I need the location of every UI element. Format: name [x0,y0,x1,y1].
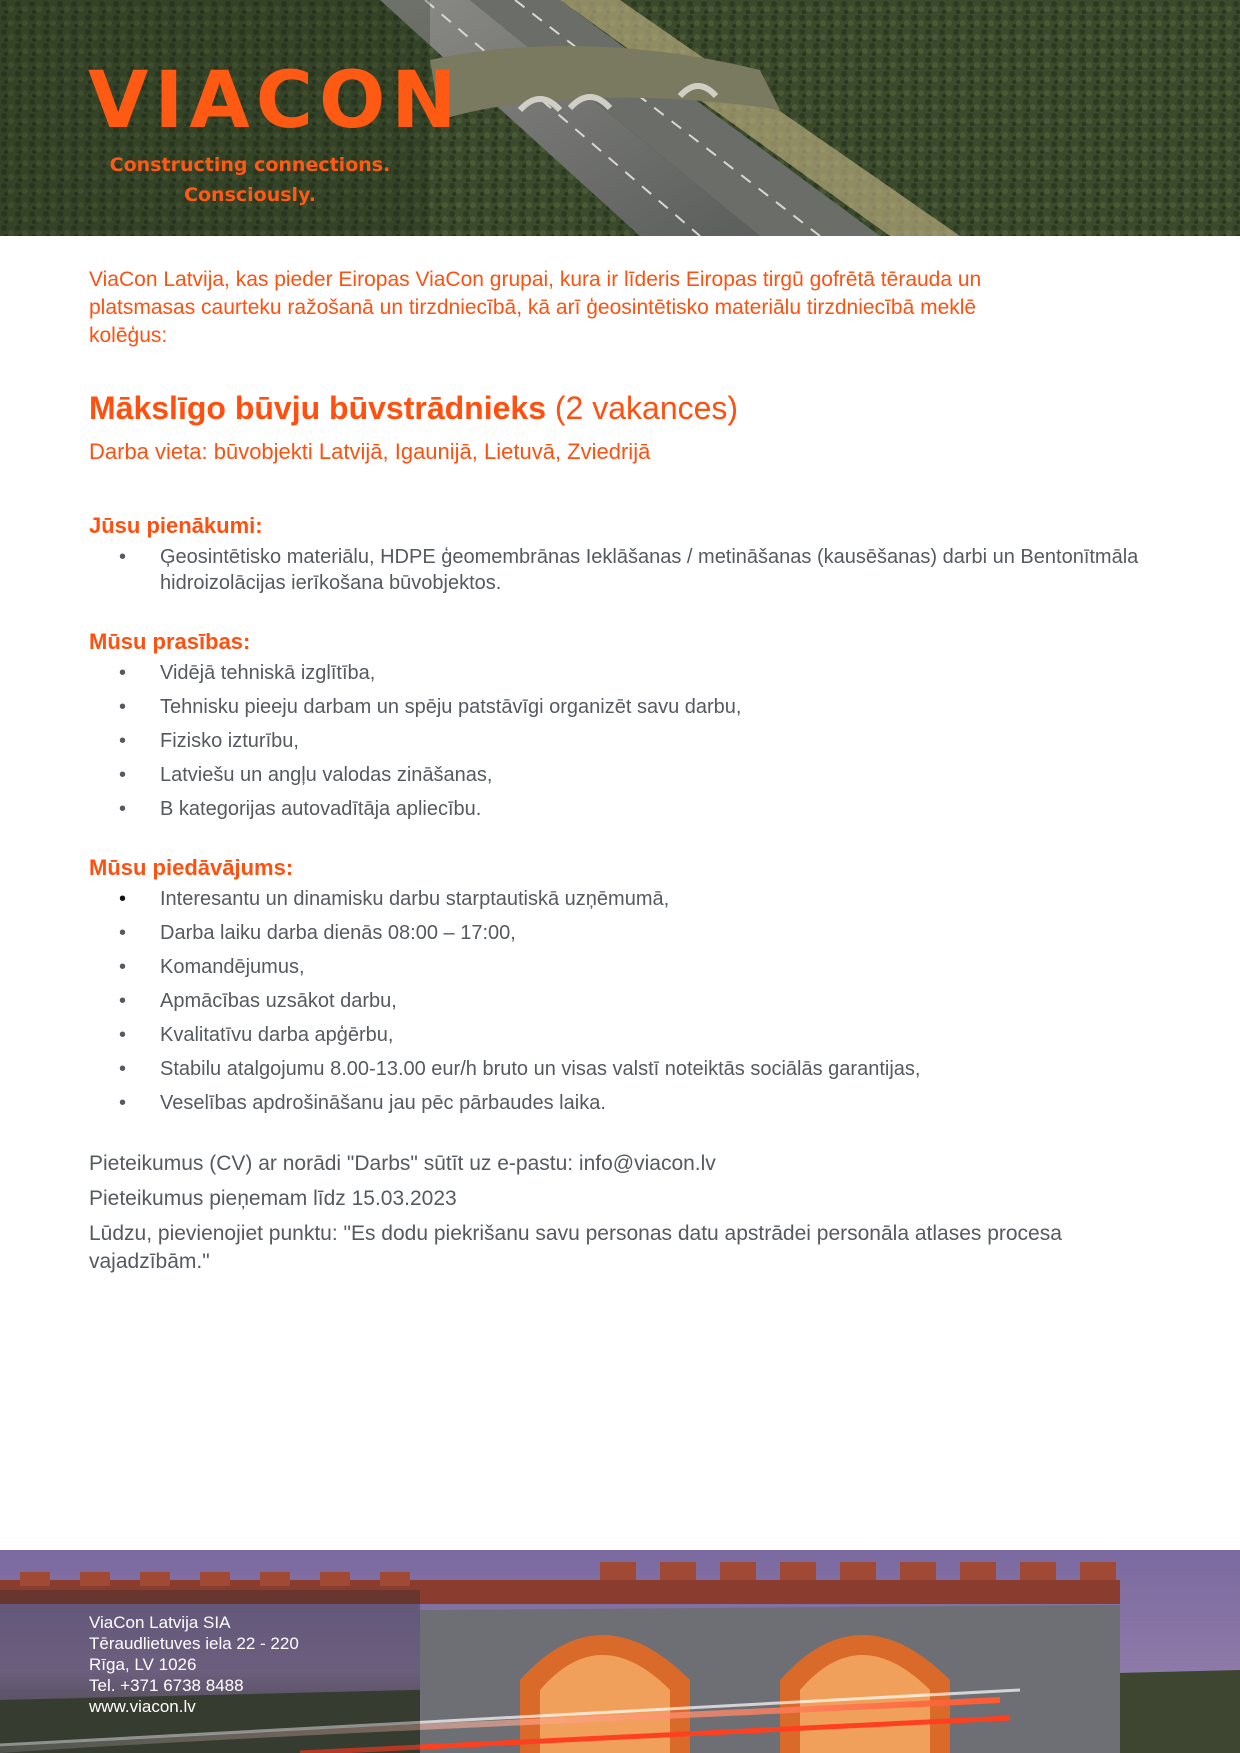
job-title-main: Mākslīgo būvju būvstrādnieks [89,390,546,426]
duties-heading: Jūsu pienākumi: [89,513,263,538]
bullet-icon: • [119,696,127,718]
job-posting [89,266,1169,1283]
list-item [89,1090,1169,1116]
requirements-list [89,660,1169,822]
list-item [89,1022,1169,1048]
list-item [89,988,1169,1014]
footer-banner [0,1550,1240,1753]
duties-heading-text: Jūsu pienākumi [89,513,256,538]
job-location: Darba vieta: būvobjekti Latvijā, Igaunijā, Lietuvā, Zviedrijā [89,439,651,464]
list-item-text: Kvalitatīvu darba apģērbu, [160,1024,394,1046]
bullet-icon: • [119,1092,127,1114]
bullet-icon: • [119,956,127,978]
apply-email-line: Pieteikumus (CV) ar norādi "Darbs" sūtīt uz e-pastu: info@viacon.lv [89,1152,716,1175]
bullet-icon: • [119,888,127,910]
list-item [89,762,1169,788]
list-item [89,544,1169,596]
offer-heading-text: Mūsu piedāvājums [89,855,286,880]
bullet-icon: • [119,990,127,1012]
tagline-line-1: Constructing connections. [109,154,391,176]
bullet-icon: • [119,546,127,568]
application-info [89,1150,1169,1276]
offer-heading: Mūsu piedāvājums: [89,855,294,880]
company-address [89,1612,299,1717]
bullet-icon: • [119,1058,127,1080]
bullet-icon: • [119,730,127,752]
list-item-text: Stabilu atalgojumu 8.00-13.00 eur/h bruto un visas valstī noteiktās sociālās garantijas, [160,1058,921,1080]
job-title [89,388,1169,428]
list-item [89,796,1169,822]
address-city: Rīga, LV 1026 [89,1655,197,1674]
list-item [89,660,1169,686]
company-name: ViaCon Latvija SIA [89,1613,231,1632]
requirements-heading-text: Mūsu prasības [89,629,244,654]
apply-consent-line: Lūdzu, pievienojiet punktu: "Es dodu piekrišanu savu personas datu apstrādei personāla atlases procesa vajadzībām." [89,1222,1062,1273]
duties-list [89,544,1169,596]
list-item-text: B kategorijas autovadītāja apliecību. [160,798,482,820]
list-item-text: Interesantu un dinamisku darbu starptautiskā uzņēmumā, [160,888,670,910]
list-item [89,954,1169,980]
header-banner [0,0,1240,236]
list-item-text: Ģeosintētisko materiālu, HDPE ģeomembrānas Ieklāšanas / metināšanas (kausēšanas) darbi un Bentonītmāla hidroizolācijas ierīkošana būvobjektos. [160,546,1139,594]
list-item [89,920,1169,946]
list-item-text: Darba laiku darba dienās 08:00 – 17:00, [160,922,516,944]
tagline-line-2: Consciously. [184,184,316,206]
list-item-text: Komandējumus, [160,956,305,978]
bullet-icon: • [119,1024,127,1046]
bullet-icon: • [119,764,127,786]
list-item-text: Fizisko izturību, [160,730,299,752]
bullet-icon: • [119,662,127,684]
list-item [89,1056,1169,1082]
list-item-text: Vidējā tehniskā izglītība, [160,662,376,684]
list-item [89,886,1169,912]
list-item-text: Tehnisku pieeju darbam un spēju patstāvīgi organizēt savu darbu, [160,696,742,718]
brand-tagline [90,150,410,210]
requirements-heading: Mūsu prasības: [89,629,251,654]
bullet-icon: • [119,922,127,944]
viacon-logo: VIACON [88,56,463,146]
bullet-icon: • [119,798,127,820]
list-item [89,694,1169,720]
job-title-vacancies: (2 vakances) [546,390,739,426]
list-item-text: Latviešu un angļu valodas zināšanas, [160,764,493,786]
list-item-text: Veselības apdrošināšanu jau pēc pārbaudes laika. [160,1092,606,1114]
address-street: Tēraudlietuves iela 22 - 220 [89,1634,299,1653]
apply-deadline-line: Pieteikumus pieņemam līdz 15.03.2023 [89,1187,457,1210]
company-phone: Tel. +371 6738 8488 [89,1676,244,1695]
intro-paragraph: ViaCon Latvija, kas pieder Eiropas ViaCon grupai, kura ir līderis Eiropas tirgū gofrētā tērauda un platsmasas caurteku ražošanā un tirzdniecībā, kā arī ģeosintētisko materiālu tirzdniecībā meklē kolēģus: [89,268,982,347]
list-item-text: Apmācības uzsākot darbu, [160,990,397,1012]
offer-list [89,886,1169,1116]
company-website[interactable]: www.viacon.lv [89,1697,196,1716]
list-item [89,728,1169,754]
